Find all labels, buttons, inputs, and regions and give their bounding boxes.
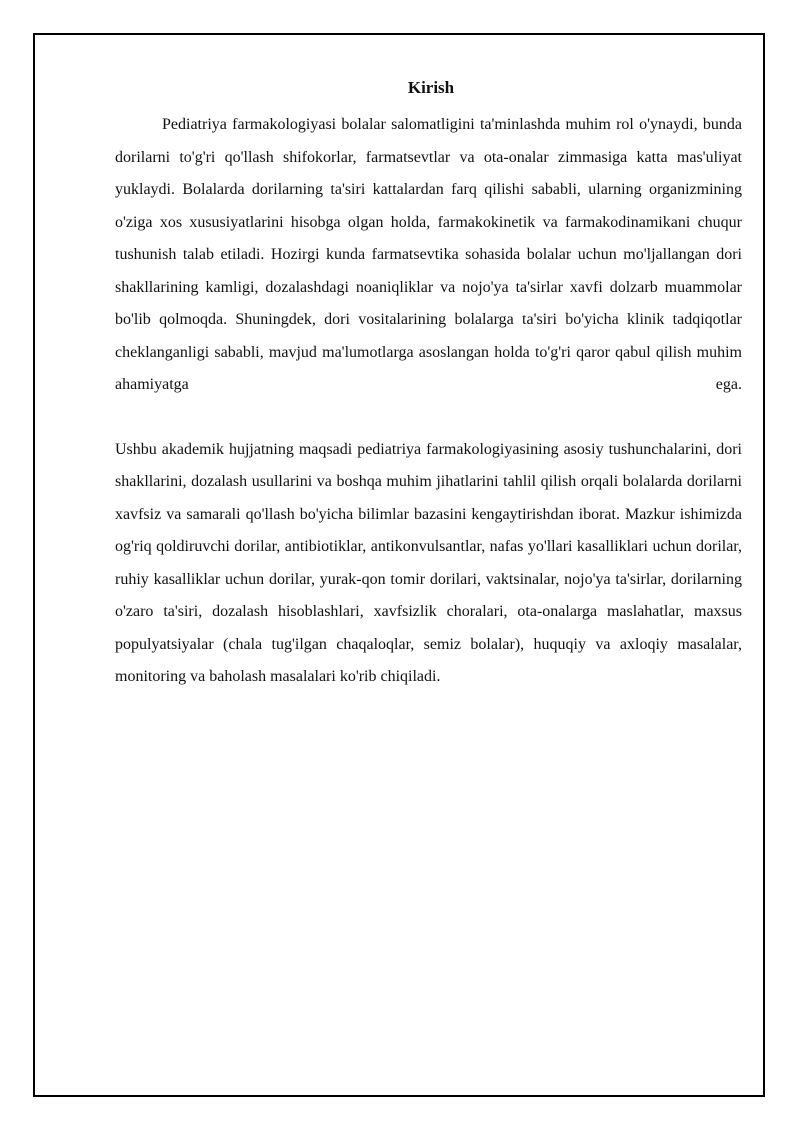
document-body — [115, 76, 742, 694]
section-title: Kirish — [407, 78, 455, 97]
intro-paragraph: Pediatriya farmakologiyasi bolalar salomatligini ta'minlashda muhim rol o'ynaydi, bunda dorilarni to'g'ri qo'llash shifokorlar, farmatsevtlar va ota-onalar zimmasiga katta mas'uliyat yuklaydi. Bolalarda dorilarning ta'siri kattalardan farq qilishi sababli, ularning organizmining o'ziga xos xususiyatlarini hisobga olgan holda, farmakokinetik va farmakodinamikani chuqur tushunish talab etiladi. Hozirgi kunda farmatsevtika sohasida bolalar uchun mo'ljallangan dori shakllarining kamligi, dozalashdagi noaniqliklar va nojo'ya ta'sirlar xavfi dolzarb muammolar bo'lib qolmoqda. Shuningdek, dori vositalarining bolalarga ta'siri bo'yicha klinik tadqiqotlar cheklanganligi sababli, mavjud ma'lumotlarga asoslangan holda to'g'ri qaror qabul qilish muhim ahamiyatga ega. — [115, 116, 742, 393]
purpose-paragraph: Ushbu akademik hujjatning maqsadi pediatriya farmakologiyasining asosiy tushunchalarini, dori shakllarini, dozalash usullarini va boshqa muhim jihatlarini tahlil qilish orqali bolalarda dorilarni xavfsiz va samarali qo'llash bo'yicha bilimlar bazasini kengaytirishdan iborat. Mazkur ishimizda og'riq qoldiruvchi dorilar, antibiotiklar, antikonvulsantlar, nafas yo'llari kasalliklari uchun dorilar, ruhiy kasalliklar uchun dorilar, yurak-qon tomir dorilari, vaktsinalar, nojo'ya ta'sirlar, dorilarning o'zaro ta'siri, dozalash hisoblashlari, xavfsizlik choralari, ota-onalarga maslahatlar, maxsus populyatsiyalar (chala tug'ilgan chaqaloqlar, semiz bolalar), huquqiy va axloqiy masalalar, monitoring va baholash masalalari ko'rib chiqiladi. — [115, 440, 742, 685]
